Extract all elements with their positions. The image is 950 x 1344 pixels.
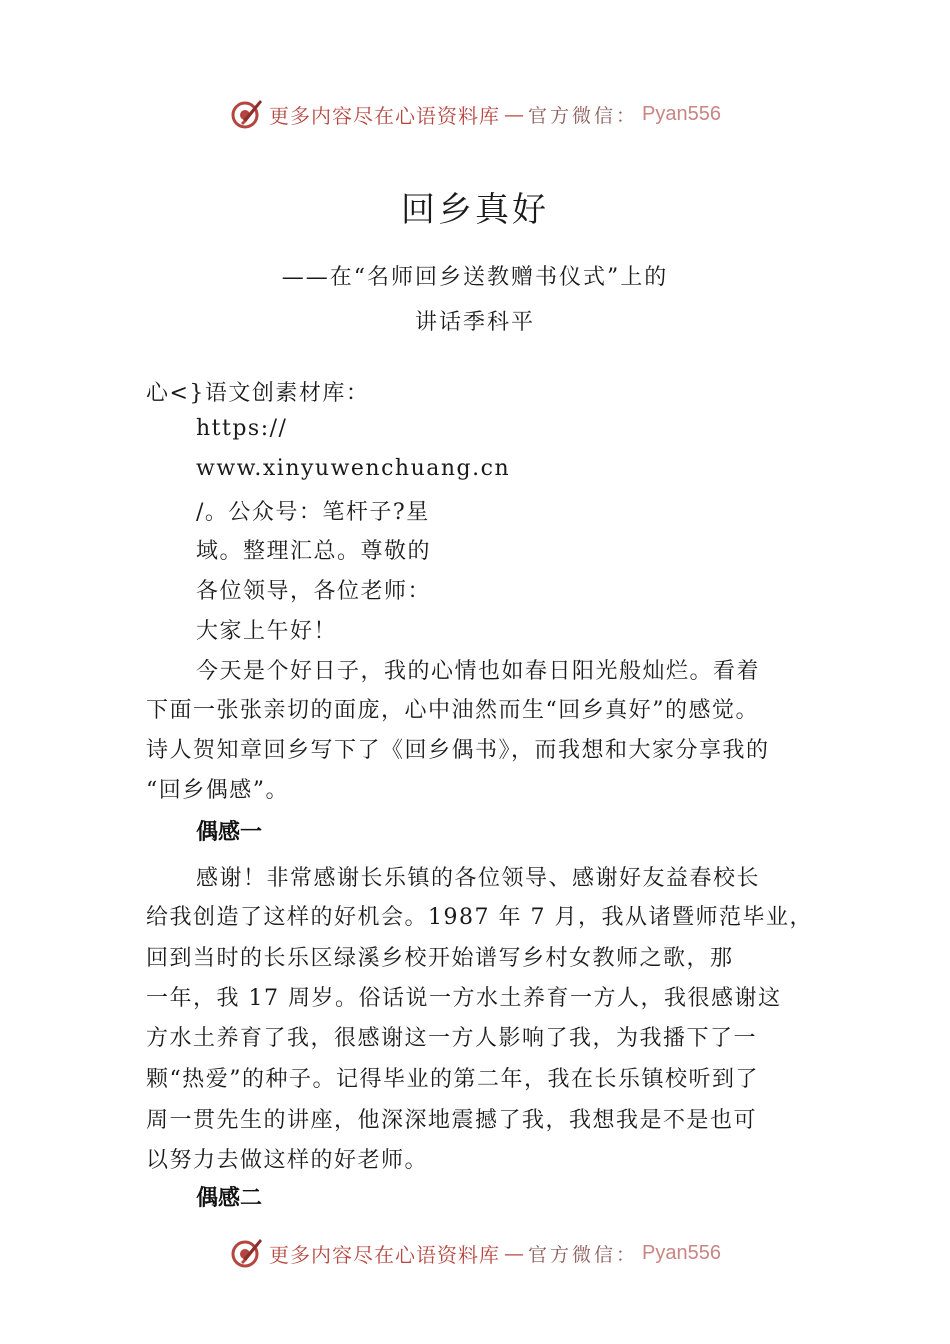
- banner-dash: —: [504, 102, 524, 126]
- intro-line: https://: [196, 416, 288, 441]
- document-title: 回乡真好: [401, 190, 549, 230]
- section-heading: 偶感二: [196, 1186, 263, 1211]
- banner-dash: —: [504, 1241, 524, 1265]
- body-line: 今天是个好日子，我的心情也如春日阳光般灿烂。看着: [196, 659, 761, 684]
- body-line: “回乡偶感”。: [146, 778, 289, 803]
- intro-line: 大家上午好！: [196, 619, 338, 644]
- body-line: 周一贯先生的讲座，他深深地震撼了我，我想我是不是也可: [146, 1108, 758, 1133]
- intro-line: 各位领导，各位老师：: [196, 579, 432, 604]
- header-banner: [0, 94, 950, 134]
- intro-line: 心<}语文创素材库：: [146, 381, 370, 406]
- banner-text: 更多内容尽在心语资料库: [269, 1242, 500, 1267]
- banner-text: 更多内容尽在心语资料库: [269, 103, 500, 128]
- section-heading: 偶感一: [196, 820, 263, 845]
- body-line: 颗“热爱”的种子。记得毕业的第二年，我在长乐镇校听到了: [146, 1067, 759, 1092]
- body-line: 给我创造了这样的好机会。1987 年 7 月，我从诸暨师范毕业，: [146, 905, 813, 930]
- intro-line: 域。整理汇总。尊敬的: [196, 539, 432, 564]
- intro-line: /。公众号：笔杆子?星: [196, 500, 430, 525]
- intro-line: www.xinyuwenchuang.cn: [196, 456, 511, 481]
- document-subtitle: ——在“名师回乡送教赠书仪式”上的: [281, 265, 669, 290]
- body-line: 感谢！非常感谢长乐镇的各位领导、感谢好友益春校长: [196, 866, 761, 891]
- body-line: 下面一张张亲切的面庞，心中油然而生“回乡真好”的感觉。: [146, 698, 759, 723]
- body-line: 以努力去做这样的好老师。: [146, 1148, 429, 1173]
- body-line: 回到当时的长乐区绿溪乡校开始谱写乡村女教师之歌，那: [146, 946, 734, 971]
- quill-seal-icon: [229, 96, 265, 132]
- banner-official: 官方微信：: [528, 1243, 639, 1266]
- banner-wechat-id: Pyan556: [642, 1241, 721, 1264]
- body-line: 方水土养育了我，很感谢这一方人影响了我，为我播下了一: [146, 1026, 758, 1051]
- body-line: 一年，我 17 周岁。俗话说一方水土养育一方人，我很感谢这: [146, 986, 782, 1011]
- body-line: 诗人贺知章回乡写下了《回乡偶书》，而我想和大家分享我的: [146, 738, 770, 763]
- footer-banner: [0, 1233, 950, 1273]
- banner-official: 官方微信：: [528, 104, 639, 127]
- document-author-line: 讲话季科平: [414, 310, 535, 335]
- quill-seal-icon: [229, 1235, 265, 1271]
- banner-wechat-id: Pyan556: [642, 102, 721, 125]
